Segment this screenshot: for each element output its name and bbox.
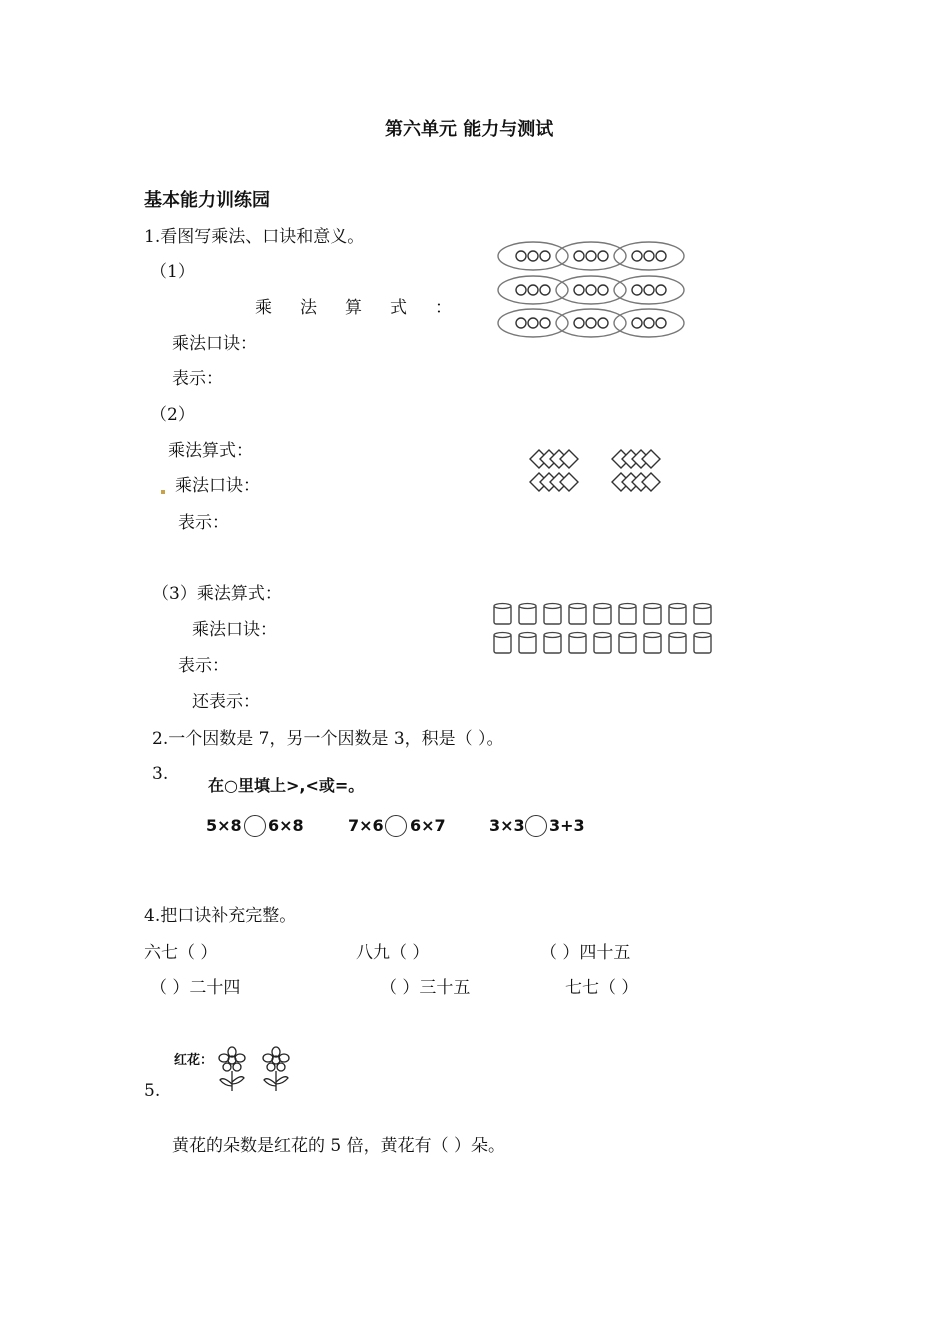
q1-part2-label: （2）	[150, 405, 195, 425]
section-heading: 基本能力训练园	[144, 190, 270, 211]
q5-label: 红花：	[174, 1053, 214, 1068]
q5-number: 5.	[144, 1081, 161, 1101]
compare-circle[interactable]	[385, 815, 407, 837]
q1-part1-rhyme: 乘法口诀：	[172, 334, 257, 354]
q4-prompt: 4.把口诀补充完整。	[144, 906, 297, 926]
q4-row1-item3: （ ）四十五	[540, 943, 631, 963]
q1-part3-also: 还表示：	[192, 692, 260, 712]
q3-item2-left: 7×6	[348, 816, 384, 835]
q5-text: 黄花的朵数是红花的 5 倍，黄花有（ ）朵。	[172, 1136, 506, 1156]
q1-part2-rhyme: 乘法口诀：	[175, 476, 260, 496]
q3-item3-right: 3+3	[549, 816, 585, 835]
q1-part1-label: （1）	[150, 262, 195, 282]
q3-item3-left: 3×3	[489, 816, 525, 835]
compare-circle[interactable]	[525, 815, 547, 837]
q1-part2-meaning: 表示：	[178, 513, 229, 533]
ellipse-groups-figure	[496, 238, 688, 342]
q4-row2-item1: （ ）二十四	[150, 978, 241, 998]
diamond-groups-figure	[526, 446, 672, 496]
q1-part3-meaning: 表示：	[178, 656, 229, 676]
q1-part1-meaning: 表示：	[172, 369, 223, 389]
q4-row2-item2: （ ）三十五	[380, 978, 471, 998]
red-flowers-figure	[212, 1046, 298, 1096]
q4-row2-item3: 七七（ ）	[565, 978, 639, 998]
q3-number: 3.	[152, 764, 169, 784]
q1-prompt: 1.看图写乘法、口诀和意义。	[144, 227, 365, 247]
q3-instruction: 在○里填上>,<或=。	[208, 776, 365, 795]
page-title: 第六单元 能力与测试	[385, 119, 554, 140]
cylinder-grid-figure	[492, 600, 718, 658]
q3-item1-left: 5×8	[206, 816, 242, 835]
compare-circle[interactable]	[244, 815, 266, 837]
q4-row1-item2: 八九（ ）	[356, 943, 430, 963]
q1-part2-formula: 乘法算式：	[168, 441, 253, 461]
q4-row1-item1: 六七（ ）	[144, 943, 218, 963]
stray-dot	[161, 490, 165, 494]
q1-part1-formula: 乘法算式：	[255, 298, 480, 318]
q1-part3-rhyme: 乘法口诀：	[192, 620, 277, 640]
q3-item2-right: 6×7	[410, 816, 446, 835]
q1-part3-label: （3）乘法算式：	[152, 584, 282, 604]
q2-text: 2.一个因数是 7，另一个因数是 3，积是（ ）。	[152, 729, 504, 749]
q3-item1-right: 6×8	[268, 816, 304, 835]
